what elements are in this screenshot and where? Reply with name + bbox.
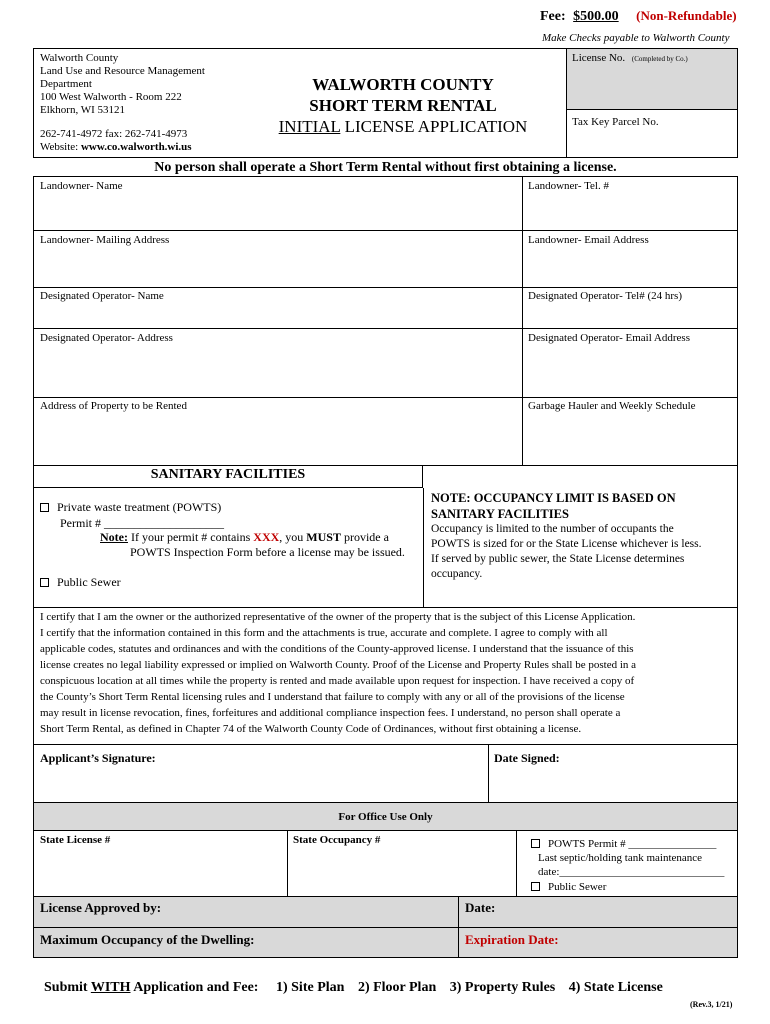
license-no-note: (Completed by Co.) (631, 55, 688, 63)
checks-payable: Make Checks payable to Walworth County (542, 32, 730, 44)
landowner-name-field[interactable]: Landowner- Name (40, 180, 123, 192)
title-rental: SHORT TERM RENTAL (309, 96, 497, 115)
max-occupancy-field[interactable]: Maximum Occupancy of the Dwelling: (40, 932, 255, 947)
powts-note-line2: POWTS Inspection Form before a license may be issued. (130, 545, 405, 559)
fee-nonrefundable: (Non-Refundable) (636, 8, 737, 23)
state-occupancy-field[interactable]: State Occupancy # (293, 834, 381, 846)
approval-date-field[interactable]: Date: (465, 900, 496, 915)
sanitary-divider (423, 488, 424, 608)
submit-text: Application and Fee: (130, 980, 259, 995)
signature-divider (488, 744, 489, 803)
checkbox[interactable] (531, 882, 540, 891)
submit-item-site-plan: 1) Site Plan (275, 980, 345, 995)
powts-option[interactable] (40, 500, 221, 514)
state-license-field[interactable]: State License # (40, 834, 111, 846)
office-use-title: For Office Use Only (338, 811, 433, 823)
grid-line (33, 287, 738, 288)
title-initial: INITIAL (278, 117, 341, 136)
title-application (258, 116, 548, 137)
operator-address-field[interactable]: Designated Operator- Address (40, 332, 173, 344)
approval-divider (458, 896, 459, 958)
license-approved-by-field[interactable]: License Approved by: (40, 900, 162, 915)
applicant-signature-field[interactable]: Applicant’s Signature: (40, 751, 156, 765)
address-line: Department (40, 78, 92, 90)
note-xxx: XXX (253, 530, 280, 544)
note-must: MUST (306, 530, 341, 544)
submit-instructions (44, 980, 663, 996)
grid-line (33, 397, 738, 398)
submit-item-floor-plan: 2) Floor Plan (357, 980, 437, 995)
certification-text (40, 609, 734, 737)
revision-label: (Rev.3, 1/21) (690, 1000, 733, 1009)
occupancy-text: POWTS is sized for or the State License whichever is less. (431, 538, 702, 550)
certify-line: may result in license revocation, fines, forfeitures and additional compliance inspection fees. I understand, no person shall operate a (40, 707, 621, 719)
certify-line: license creates no legal liability expressed or implied on Walworth County. Proof of the License and Property Rules shall be posted in a (40, 659, 637, 671)
office-powts-label: POWTS Permit # ________________ (548, 838, 717, 850)
occupancy-text: If served by public sewer, the State License determines (431, 553, 685, 565)
address-line: Land Use and Resource Management (40, 65, 205, 77)
title-county: WALWORTH COUNTY (312, 75, 494, 94)
powts-permit-field[interactable]: Permit # ____________________ (60, 516, 224, 530)
address-line: Elkhorn, WI 53121 (40, 104, 126, 116)
public-sewer-label: Public Sewer (57, 575, 121, 589)
public-sewer-option[interactable] (40, 575, 121, 589)
office-powts-option[interactable] (531, 838, 716, 851)
website-link[interactable]: www.co.walworth.wi.us (80, 141, 192, 153)
phone-fax: 262-741-4972 fax: 262-741-4973 (40, 128, 188, 140)
note-label: Note: (100, 530, 128, 544)
grid-line (33, 230, 738, 231)
fee-amount: $500.00 (573, 9, 619, 24)
checkbox[interactable] (531, 839, 540, 848)
note-text: provide a (340, 530, 389, 544)
certify-line: I certify that I am the owner or the authorized representative of the owner of the property that is the subject of this License Application. (40, 611, 636, 623)
note-text: , you (279, 530, 307, 544)
fee-label: Fee: (540, 9, 566, 24)
submit-with: WITH (90, 980, 131, 995)
fee-line (540, 8, 737, 25)
landowner-email-field[interactable]: Landowner- Email Address (528, 234, 649, 246)
powts-label: Private waste treatment (POWTS) (57, 500, 222, 514)
occupancy-text: Occupancy is limited to the number of occupants the (431, 523, 674, 535)
office-sewer-label: Public Sewer (548, 881, 607, 893)
license-no-text: License No. (572, 52, 626, 64)
powts-note (100, 530, 389, 544)
landowner-mailing-field[interactable]: Landowner- Mailing Address (40, 234, 170, 246)
certify-line: conspicuous location at all times while the property is rented and made available upon request for inspection. I have received a copy of (40, 675, 635, 687)
office-sewer-option[interactable] (531, 881, 606, 894)
checkbox[interactable] (40, 503, 49, 512)
website-line (40, 141, 205, 154)
garbage-hauler-field[interactable]: Garbage Hauler and Weekly Schedule (528, 400, 696, 412)
info-grid (33, 176, 738, 466)
submit-item-state-license: 4) State License (568, 980, 663, 995)
septic-date-field[interactable]: date:______________________________ (538, 866, 725, 878)
tax-key-label: Tax Key Parcel No. (572, 116, 659, 128)
grid-line (33, 328, 738, 329)
occupancy-title: SANITARY FACILITIES (431, 507, 569, 521)
certify-line: I certify that the information contained in this form and the attachments is true, accurate and complete. I agree to comply with all (40, 627, 608, 639)
office-divider (287, 830, 288, 897)
approval-line (33, 927, 738, 928)
submit-item-property-rules: 3) Property Rules (449, 980, 556, 995)
sanitary-title: SANITARY FACILITIES (150, 467, 306, 482)
address-line: Walworth County (40, 52, 119, 64)
certify-line: the County’s Short Term Rental licensing rules and I understand that failure to comply with any or all of the provisions of the license (40, 691, 625, 703)
license-no-label (572, 52, 688, 66)
website-label: Website: (40, 141, 81, 153)
certify-line: Short Term Rental, as defined in Chapter 74 of the Walworth County Code of Ordinances, without first obtaining a license. (40, 723, 582, 735)
occupancy-note (431, 490, 702, 582)
county-address (40, 52, 205, 154)
operator-email-field[interactable]: Designated Operator- Email Address (528, 332, 690, 344)
occupancy-title: NOTE: OCCUPANCY LIMIT IS BASED ON (431, 491, 676, 505)
septic-maintenance-label: Last septic/holding tank maintenance (538, 852, 703, 864)
note-text: If your permit # contains (127, 530, 254, 544)
operator-name-field[interactable]: Designated Operator- Name (40, 290, 164, 302)
date-signed-field[interactable]: Date Signed: (494, 751, 560, 765)
operator-tel-field[interactable]: Designated Operator- Tel# (24 hrs) (528, 290, 682, 302)
title-license-application: LICENSE APPLICATION (340, 117, 528, 136)
landowner-tel-field[interactable]: Landowner- Tel. # (528, 180, 609, 192)
form-title (258, 74, 548, 137)
submit-text: Submit (44, 980, 91, 995)
license-banner: No person shall operate a Short Term Rental without first obtaining a license. (154, 160, 617, 175)
expiration-date-field[interactable]: Expiration Date: (465, 932, 559, 947)
grid-divider (522, 176, 523, 466)
checkbox[interactable] (40, 578, 49, 587)
property-address-field[interactable]: Address of Property to be Rented (40, 400, 187, 412)
certify-line: applicable codes, statutes and ordinances and with the conditions of the County-approved license. I understand that the issuance of this (40, 643, 634, 655)
occupancy-text: occupancy. (431, 568, 483, 580)
office-divider (516, 830, 517, 897)
address-line: 100 West Walworth - Room 222 (40, 91, 182, 103)
